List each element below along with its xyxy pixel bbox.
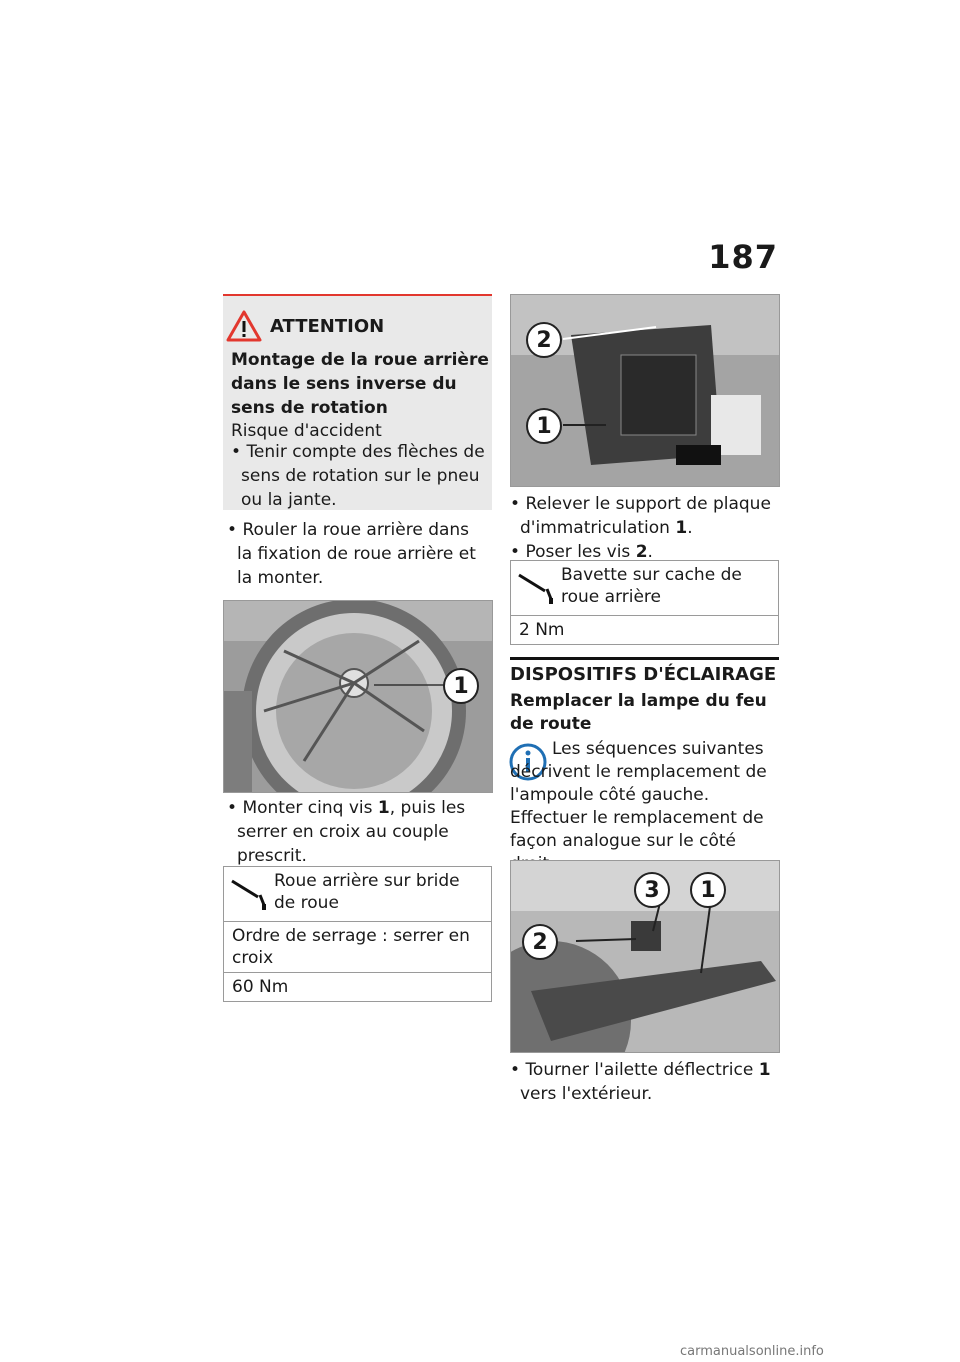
wrench-icon [230, 875, 270, 911]
warning-triangle-icon [226, 310, 262, 342]
page-number: 187 [708, 238, 778, 276]
spec-title: Roue arrière sur bride de roue [274, 871, 460, 913]
info-text: Les séquences suivantes décrivent le remplacement de l'ampoule côté gauche. Effectuer le remplacement de façon analogue sur le côté [510, 739, 767, 851]
wrench-icon [517, 569, 557, 605]
spec-order: Ordre de serrage : serrer en croix [224, 922, 492, 973]
step-mount-screws: • Monter cinq vis 1, puis les serrer en croix au couple prescrit. [227, 798, 466, 866]
step-fit-screws: • Poser les vis 2. [510, 542, 653, 562]
spec-title-cell [224, 867, 492, 922]
callout-1: 1 [690, 872, 726, 908]
step-turn-deflector: • Tourner l'ailette déflectrice 1 vers l'extérieur. [510, 1060, 771, 1104]
section-title: DISPOSITIFS D'ÉCLAIRAGE [510, 664, 777, 685]
footer-watermark: carmanualsonline.info [680, 1344, 824, 1359]
spec-value: 60 Nm [224, 973, 492, 1002]
warning-bullet: • Tenir compte des flèches de sens de rotation sur le pneu ou la jante. [231, 442, 485, 510]
section-rule [510, 657, 779, 660]
step-roll-wheel: • Rouler la roue arrière dans la fixation de roue arrière et la monter. [227, 520, 476, 588]
warning-title: Montage de la roue arrière dans le sens inverse du sens de rotation [231, 350, 489, 418]
callout-1: 1 [443, 668, 479, 704]
callout-2: 2 [526, 322, 562, 358]
callout-1: 1 [526, 408, 562, 444]
subsection-title: Remplacer la lampe du feu de route [510, 691, 767, 734]
spec-title-cell [511, 561, 779, 616]
torque-spec-table-wheel [223, 866, 492, 1002]
warning-risk: Risque d'accident [231, 421, 382, 441]
torque-spec-table-mudguard [510, 560, 779, 645]
step-raise-holder: • Relever le support de plaque d'immatriculation 1. [510, 494, 771, 538]
spec-value: 2 Nm [511, 616, 779, 645]
warning-label: ATTENTION [270, 316, 385, 337]
callout-2: 2 [522, 924, 558, 960]
spec-title: Bavette sur cache de roue arrière [561, 565, 742, 607]
callout-3: 3 [634, 872, 670, 908]
